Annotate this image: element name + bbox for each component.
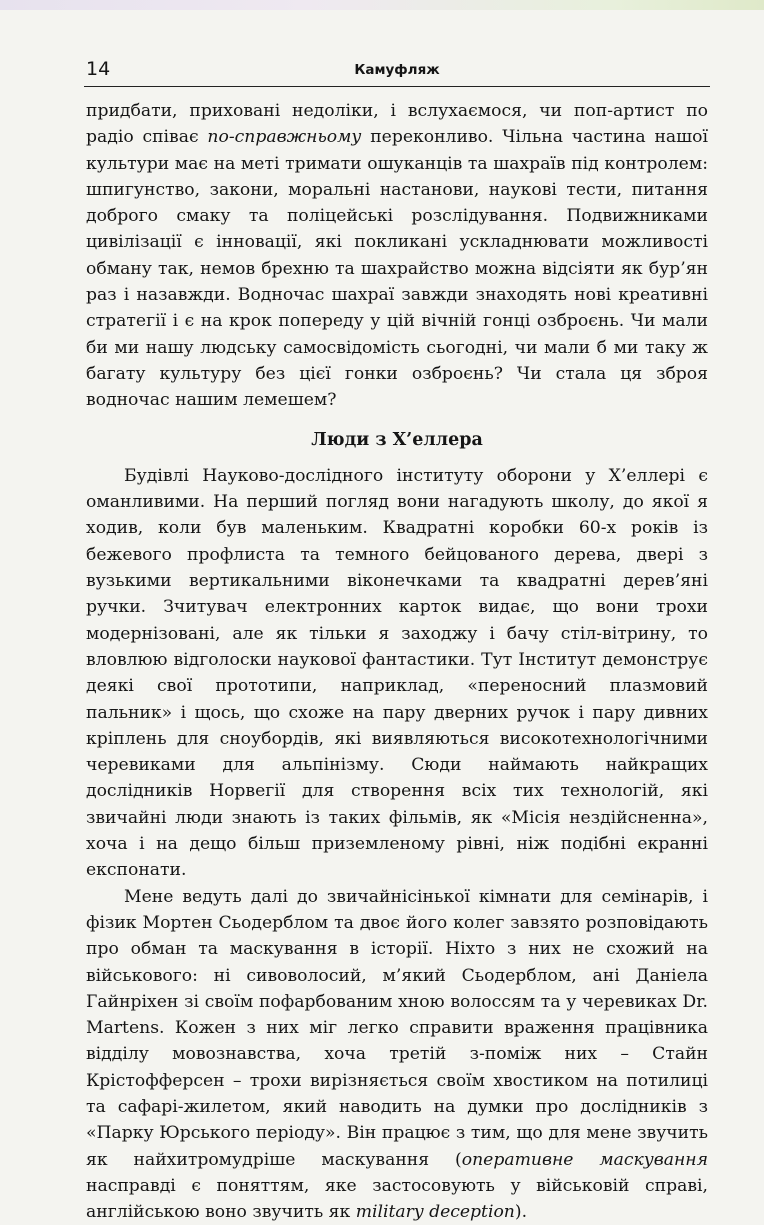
paragraph xyxy=(86,884,708,1225)
emphasis-text: оперативне маскування xyxy=(461,1149,708,1170)
running-header xyxy=(84,58,710,90)
header-rule xyxy=(84,86,710,87)
text-run: насправді є поняттям, яке застосовують у військовій справі, англійською воно звучить як xyxy=(86,1175,708,1223)
text-run: переконливо. Чільна частина нашої культури має на меті тримати ошуканців та шахраїв під контролем: шпигунство, закони, моральні настанови, наукові тести, питання доброго смаку та поліцейські розслідування. Подвижниками цивілізації є інновації, які покликані ускладнювати можливості обману так, немов брехню та шахрайство можна відсіяти як бур’ян раз і назавжди. Водночас шахраї завжди знаходять нові креативні стратегії і є на крок попереду у цій вічній гонці озброєнь. Чи мали би ми нашу людську самосвідомість сьогодні, чи мали б ми таку ж багату культуру без цієї гонки озброєнь? Чи стала ця зброя водночас нашим лемешем? xyxy=(86,127,708,411)
section-title: Люди з Х’еллера xyxy=(311,429,483,450)
paragraph-continued xyxy=(86,98,708,414)
page-number: 14 xyxy=(86,58,111,80)
emphasis-text: military deception xyxy=(355,1202,515,1223)
running-title: Камуфляж xyxy=(354,62,440,78)
paragraph: Будівлі Науково-дослідного інституту оборони у Х’еллері є оманливими. На перший погляд вони нагадують школу, до якої я ходив, коли був маленьким. Квадратні коробки 60-х років із бежевого профлиста та темного бейцованого дерева, двері з вузькими вертикальними віконечками та квадратні дерев’яні ручки. Зчитувач електронних карток видає, що вони трохи модернізовані, але як тільки я заходжу і бачу стіл-вітрину, то вловлюю відголоски наукової фантастики. Тут Інститут демонструє деякі свої прототипи, наприклад, «переносний плазмовий пальник» і щось, що схоже на пару дверних ручок і пару дивних кріплень для сноубордів, які виявляються високотехнологічними черевиками для альпінізму. Сюди наймають найкращих дослідників Норвегії для створення всіх тих технологій, які звичайні люди знають із таких фільмів, як «Місія нездійсненна», хоча і на дещо більш приземленому рівні, ніж подібні екранні експонати. xyxy=(86,465,708,881)
page-top-edge xyxy=(0,0,764,10)
emphasis-text: по-справжньому xyxy=(207,127,362,148)
text-run: ). xyxy=(514,1202,528,1223)
text-run: Мене ведуть далі до звичайнісінької кімнати для семінарів, і фізик Мортен Сьодерблом та двоє його колег завзято розповідають про обман та маскування в історії. Ніхто з них не схожий на військового: ні сивоволосий, м’який Сьодерблом, ані Даніела Гайнріхен зі своїм пофарбованим хною волоссям та у черевиках Dr. Martens. Кожен з них міг легко справити враження працівника відділу мовознавства, хоча третій з-поміж них – Стайн Крістофферсен – трохи вирізняється своїм хвостиком на потилиці та сафарі-жилетом, який наводить на думки про дослідників з «Парку Юрського періоду». Він працює з тим, що для мене звучить як найхитромудріше маскування ( xyxy=(86,886,708,1170)
text-run: придбати, приховані недоліки, і вслухаємося, чи поп-артист по радіо співає xyxy=(86,101,708,148)
page-body xyxy=(86,98,708,1225)
